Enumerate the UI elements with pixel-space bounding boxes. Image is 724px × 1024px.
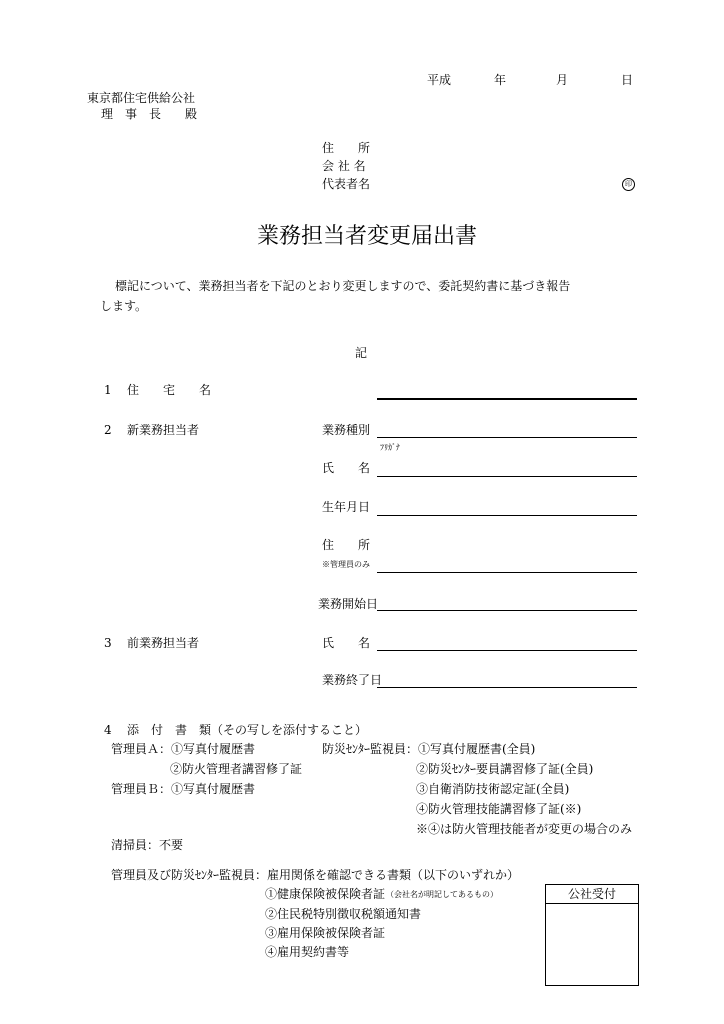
manager-b-doc-1: 管理員Ｂ：①写真付履歴書 (111, 782, 256, 796)
employment-doc-3: ③雇用保険被保険者証 (265, 926, 386, 940)
employment-doc-2: ②住民税特別徴収税額通知書 (265, 907, 422, 921)
disaster-monitor-doc-3: ③自衛消防技術認定証(全員) (416, 782, 570, 796)
item2-label: 新業務担当者 (127, 423, 200, 437)
new-birthdate-label: 生年月日 (322, 500, 371, 514)
cleaner-note: 清掃員：不要 (111, 838, 184, 852)
sender-representative-label: 代表者名 (322, 177, 371, 191)
manager-a-doc-1: 管理員Ａ：①写真付履歴書 (111, 742, 256, 756)
reception-stamp-header (546, 885, 638, 904)
disaster-monitor-note: ※④は防火管理技能者が変更の場合のみ (416, 822, 633, 836)
body-line-2: します。 (100, 299, 148, 313)
new-address-label: 住 所 (322, 538, 371, 552)
item1-label: 住 宅 名 (127, 383, 212, 397)
sender-address-label: 住 所 (322, 141, 371, 155)
date-year: 年 (494, 73, 507, 87)
date-month: 月 (556, 73, 569, 87)
item3-number: 3 (104, 636, 112, 650)
body-line-1: 標記について、業務担当者を下記のとおり変更しますので、委託契約書に基づき報告 (115, 279, 571, 293)
prev-end-date-field[interactable] (377, 687, 637, 688)
new-name-label: 氏 名 (322, 461, 371, 475)
prev-name-field[interactable] (377, 650, 637, 651)
employment-doc-1-note: （会社名が明記してあるもの） (386, 890, 498, 899)
ki-heading: 記 (355, 346, 368, 360)
new-birthdate-field[interactable] (377, 515, 637, 516)
disaster-monitor-doc-1: 防災ｾﾝﾀｰ監視員：①写真付履歴書(全員) (322, 742, 536, 756)
new-address-field[interactable] (377, 572, 637, 573)
employment-doc-1: ①健康保険被保険者証 (265, 887, 386, 901)
item2-number: 2 (104, 423, 112, 437)
new-name-field[interactable] (377, 476, 637, 477)
employment-docs-heading: 管理員及び防災ｾﾝﾀｰ監視員：雇用関係を確認できる書類（以下のいずれか） (111, 868, 520, 882)
new-address-note: ※管理員のみ (322, 560, 370, 569)
prev-end-date-label: 業務終了日 (322, 673, 383, 687)
addressee-org: 東京都住宅供給公社 (87, 91, 196, 105)
item3-label: 前業務担当者 (127, 636, 200, 650)
date-day: 日 (621, 73, 634, 87)
reception-stamp-box (545, 884, 639, 986)
item1-number: 1 (104, 383, 112, 397)
new-start-date-field[interactable] (377, 610, 637, 611)
item4-number: 4 (104, 723, 112, 737)
sender-company-label: 会 社 名 (322, 159, 366, 173)
reception-stamp-label: 公社受付 (567, 887, 616, 901)
new-start-date-label: 業務開始日 (318, 597, 379, 611)
employment-doc-4: ④雇用契約書等 (265, 945, 350, 959)
housing-name-field[interactable] (377, 398, 637, 400)
item4-label: 添 付 書 類（その写しを添付すること） (127, 723, 368, 737)
furigana-label: ﾌﾘｶﾞﾅ (380, 443, 400, 452)
new-business-type-label: 業務種別 (322, 423, 371, 437)
disaster-monitor-doc-4: ④防火管理技能講習修了証(※) (416, 802, 582, 816)
disaster-monitor-doc-2: ②防災ｾﾝﾀｰ要員講習修了証(全員) (416, 762, 594, 776)
new-business-type-field[interactable] (377, 437, 637, 438)
seal-mark: 印 (622, 178, 635, 191)
document-title: 業務担当者変更届出書 (257, 224, 478, 249)
addressee-title: 理 事 長 殿 (101, 107, 198, 121)
prev-name-label: 氏 名 (322, 636, 371, 650)
date-era: 平成 (427, 73, 452, 87)
manager-a-doc-2: ②防火管理者講習修了証 (170, 762, 303, 776)
